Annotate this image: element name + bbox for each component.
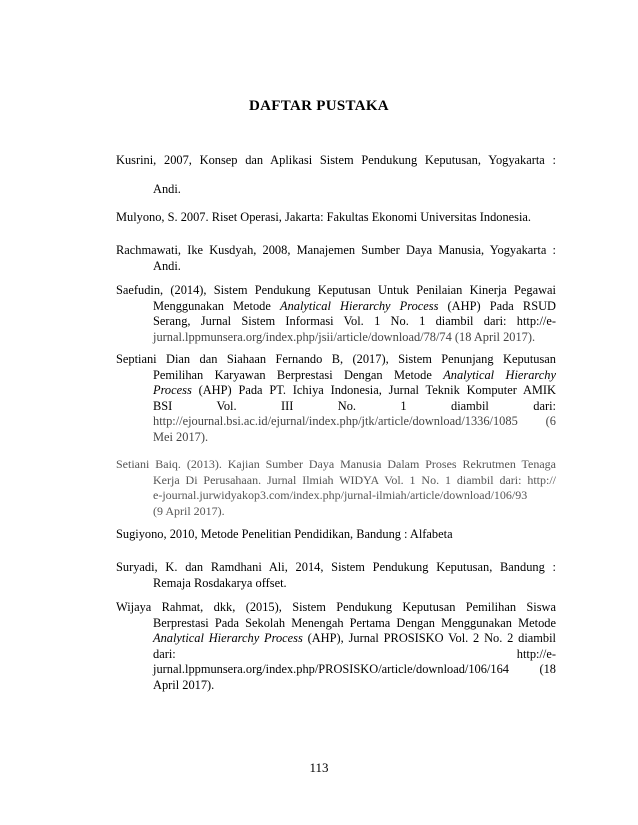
reference-line: April 2017). [153, 677, 215, 692]
reference-line: Andi. [153, 181, 181, 196]
reference-line: jurnal.lppmunsera.org/index.php/PROSISKO/article/download/106/164 (18 [153, 662, 556, 677]
reference-line: Process (AHP) Pada PT. Ichiya Indonesia, Jurnal Teknik Komputer AMIK [153, 383, 556, 398]
reference-line: Menggunakan Metode Analytical Hierarchy Process (AHP) Pada RSUD [153, 298, 556, 313]
reference-entry-septiani [116, 352, 556, 446]
reference-entry-saefudin [116, 283, 556, 345]
reference-line: Suryadi, K. dan Ramdhani Ali, 2014, Sistem Pendukung Keputusan, Bandung : [116, 560, 556, 574]
reference-line: Pemilihan Karyawan Berprestasi Dengan Metode Analytical Hierarchy [153, 367, 556, 382]
page-title: DAFTAR PUSTAKA [249, 98, 389, 114]
reference-entry-sugiyono [116, 527, 556, 543]
reference-line: Sugiyono, 2010, Metode Penelitian Pendidikan, Bandung : Alfabeta [116, 527, 453, 541]
reference-line: jurnal.lppmunsera.org/index.php/jsii/article/download/78/74 (18 April 2017). [153, 329, 536, 344]
reference-line: http://ejournal.bsi.ac.id/ejurnal/index.php/jtk/article/download/1336/1085 (6 [153, 414, 556, 429]
reference-line: Kusrini, 2007, Konsep dan Aplikasi Sistem Pendukung Keputusan, Yogyakarta : [116, 153, 556, 167]
reference-entry-setiani [116, 457, 556, 519]
reference-line: Berprestasi Pada Sekolah Menengah Pertama Dengan Menggunakan Metode [153, 615, 556, 630]
reference-line: Remaja Rosdakarya offset. [153, 575, 287, 590]
reference-entry-wijaya [116, 600, 556, 694]
reference-line: Wijaya Rahmat, dkk, (2015), Sistem Pendukung Keputusan Pemilihan Siswa [116, 600, 556, 614]
reference-line: Serang, Jurnal Sistem Informasi Vol. 1 No. 1 diambil dari: http://e- [153, 314, 556, 329]
reference-line: e-journal.jurwidyakop3.com/index.php/jurnal-ilmiah/article/download/106/93 [153, 488, 528, 503]
reference-line: dari: http://e- [153, 646, 556, 661]
reference-line: Rachmawati, Ike Kusdyah, 2008, Manajemen Sumber Daya Manusia, Yogyakarta : [116, 243, 556, 257]
reference-entry-mulyono [116, 210, 556, 226]
reference-entry-suryadi [116, 560, 556, 591]
page-number: 113 [309, 760, 329, 775]
reference-line: Septiani Dian dan Siahaan Fernando B, (2017), Sistem Penunjang Keputusan [116, 352, 556, 366]
reference-line: Setiani Baiq. (2013). Kajian Sumber Daya Manusia Dalam Proses Rekrutmen Tenaga [116, 457, 556, 471]
reference-entry-kusrini [116, 153, 556, 197]
reference-line: Analytical Hierarchy Process (AHP), Jurnal PROSISKO Vol. 2 No. 2 diambil [153, 631, 556, 646]
reference-line: (9 April 2017). [153, 503, 225, 518]
reference-line: BSI Vol. III No. 1 diambil dari: [153, 398, 556, 413]
reference-line: Mei 2017). [153, 429, 209, 444]
reference-line: Mulyono, S. 2007. Riset Operasi, Jakarta: Fakultas Ekonomi Universitas Indonesia. [116, 210, 532, 224]
reference-line: Saefudin, (2014), Sistem Pendukung Keputusan Untuk Penilaian Kinerja Pegawai [116, 283, 556, 297]
reference-line: Kerja Di Perusahaan. Jurnal Ilmiah WIDYA Vol. 1 No. 1 diambil dari: http:// [153, 472, 556, 487]
reference-entry-rachmawati [116, 243, 556, 274]
reference-line: Andi. [153, 258, 181, 273]
